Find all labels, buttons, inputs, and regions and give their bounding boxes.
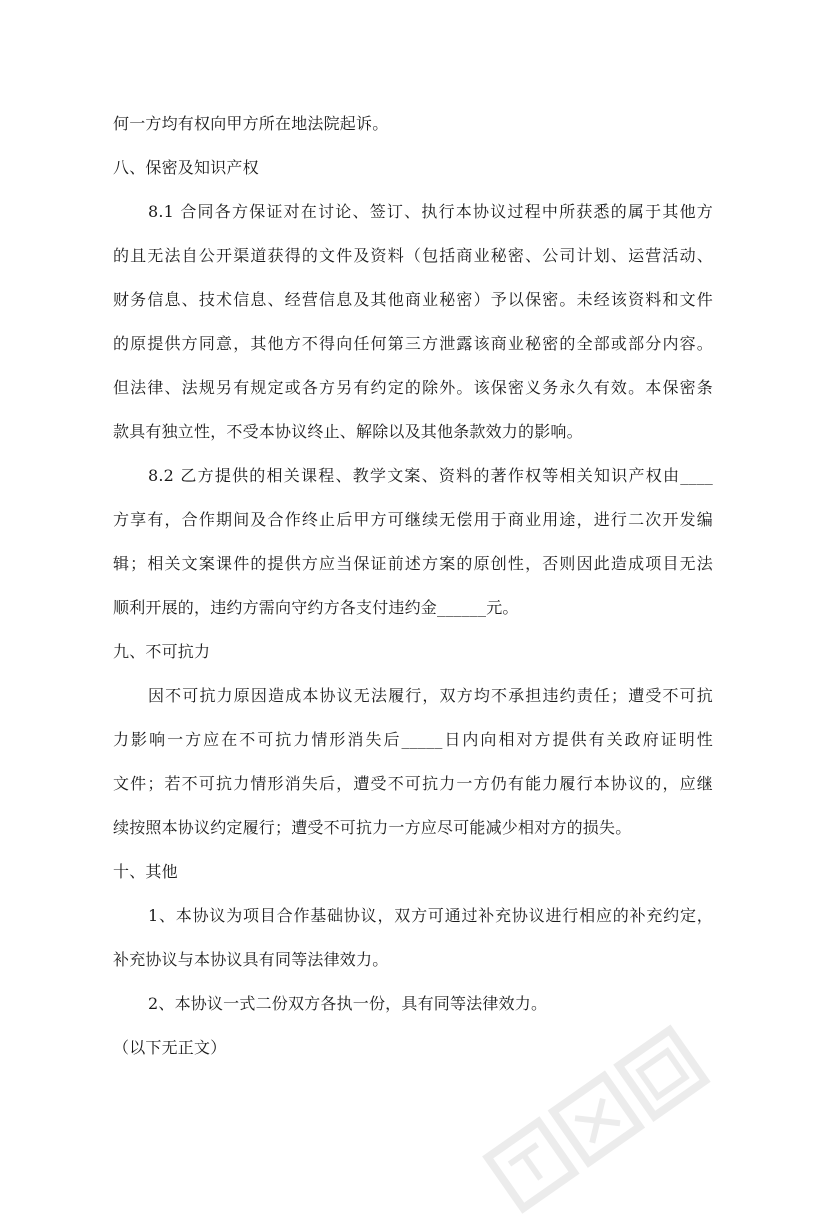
section-heading-other: 十、其他	[113, 862, 178, 881]
paragraph-line: 力影响一方应在不可抗力情形消失后_____日内向相对方提供有关政府证明性	[113, 730, 713, 749]
paragraph-line: 因不可抗力原因造成本协议无法履行，双方均不承担违约责任；遭受不可抗	[148, 686, 713, 705]
paragraph-line: 财务信息、技术信息、经营信息及其他商业秘密）予以保密。未经该资料和文件	[113, 290, 713, 309]
paragraph-line: 的原提供方同意，其他方不得向任何第三方泄露该商业秘密的全部或部分内容。	[113, 334, 713, 353]
document-body	[113, 102, 713, 1070]
section-heading-force-majeure: 九、不可抗力	[113, 642, 211, 661]
paragraph-line: 2、本协议一式二份双方各执一份，具有同等法律效力。	[148, 994, 548, 1013]
paragraph-line: 文件；若不可抗力情形消失后，遭受不可抗力一方仍有能力履行本协议的，应继	[113, 774, 713, 793]
paragraph-line: 款具有独立性，不受本协议终止、解除以及其他条款效力的影响。	[113, 422, 583, 441]
end-of-text-note: （以下无正文）	[113, 1038, 227, 1057]
paragraph-line: 的且无法自公开渠道获得的文件及资料（包括商业秘密、公司计划、运营活动、	[113, 246, 713, 265]
paragraph-line: 续按照本协议约定履行；遭受不可抗力一方应尽可能减少相对方的损失。	[113, 818, 632, 837]
paragraph-line: 但法律、法规另有规定或各方另有约定的除外。该保密义务永久有效。本保密条	[113, 378, 713, 397]
paragraph-line: 8.1 合同各方保证对在讨论、签订、执行本协议过程中所获悉的属于其他方	[148, 202, 713, 221]
paragraph-line: 1、本协议为项目合作基础协议，双方可通过补充协议进行相应的补充约定，	[148, 906, 713, 925]
paragraph-line: 8.2 乙方提供的相关课程、教学文案、资料的著作权等相关知识产权由____	[148, 466, 713, 485]
section-heading-confidentiality: 八、保密及知识产权	[113, 158, 259, 177]
paragraph-line: 补充协议与本协议具有同等法律效力。	[113, 950, 389, 969]
paragraph-line: 辑；相关文案课件的提供方应当保证前述方案的原创性，否则因此造成项目无法	[113, 554, 713, 573]
paragraph-line: 方享有，合作期间及合作终止后甲方可继续无偿用于商业用途，进行二次开发编	[113, 510, 713, 529]
paragraph-line: 顺利开展的，违约方需向守约方各支付违约金______元。	[113, 598, 519, 617]
paragraph-line: 何一方均有权向甲方所在地法院起诉。	[113, 114, 389, 133]
